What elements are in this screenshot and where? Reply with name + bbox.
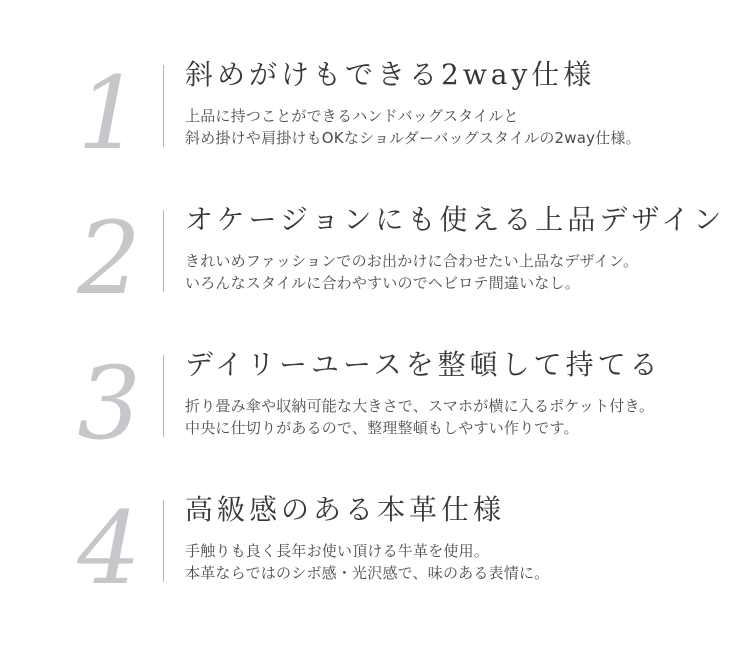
feature-4-description-line-2: 本革ならではのシボ感・光沢感で、味のある表情に。 [185, 564, 550, 582]
feature-3-text [164, 345, 750, 439]
feature-4-description-line-1: 手触りも良く長年お使い頂ける牛革を使用。 [185, 542, 490, 560]
feature-4-description [185, 540, 750, 584]
feature-1-number-column [0, 55, 163, 172]
feature-2-number-column [0, 200, 163, 317]
feature-2-description-line-2: いろんなスタイルに合わやすいのでヘビロテ間違いなし。 [185, 274, 580, 292]
feature-3-number-column [0, 345, 163, 462]
feature-4-section [0, 490, 750, 607]
feature-1-number: 1 [77, 55, 141, 172]
feature-4-number: 4 [77, 490, 141, 607]
feature-3-section [0, 345, 750, 462]
feature-3-description [185, 395, 750, 439]
feature-2-title: オケージョンにも使える上品デザイン [185, 203, 726, 236]
feature-2-text [164, 200, 750, 294]
feature-2-description [185, 250, 750, 294]
feature-1-description-line-2: 斜め掛けや肩掛けもOKなショルダーバッグスタイルの2way仕様。 [185, 129, 641, 147]
feature-2-number: 2 [77, 200, 141, 317]
feature-3-number: 3 [77, 345, 141, 462]
feature-1-description [185, 105, 750, 149]
feature-2-section [0, 200, 750, 317]
feature-3-title: デイリーユースを整頓して持てる [185, 348, 662, 381]
feature-1-section [0, 55, 750, 172]
feature-4-number-column [0, 490, 163, 607]
feature-1-text [164, 55, 750, 149]
feature-3-description-line-1: 折り畳み傘や収納可能な大きさで、スマホが横に入るポケット付き。 [185, 397, 655, 415]
feature-4-title: 高級感のある本革仕様 [185, 493, 506, 526]
feature-3-description-line-2: 中央に仕切りがあるので、整理整頓もしやすい作りです。 [185, 419, 579, 437]
feature-1-title: 斜めがけもできる2way仕様 [185, 58, 596, 91]
feature-2-description-line-1: きれいめファッションでのお出かけに合わせたい上品なデザイン。 [185, 252, 639, 270]
feature-1-description-line-1: 上品に持つことができるハンドバッグスタイルと [185, 107, 519, 125]
feature-4-text [164, 490, 750, 584]
